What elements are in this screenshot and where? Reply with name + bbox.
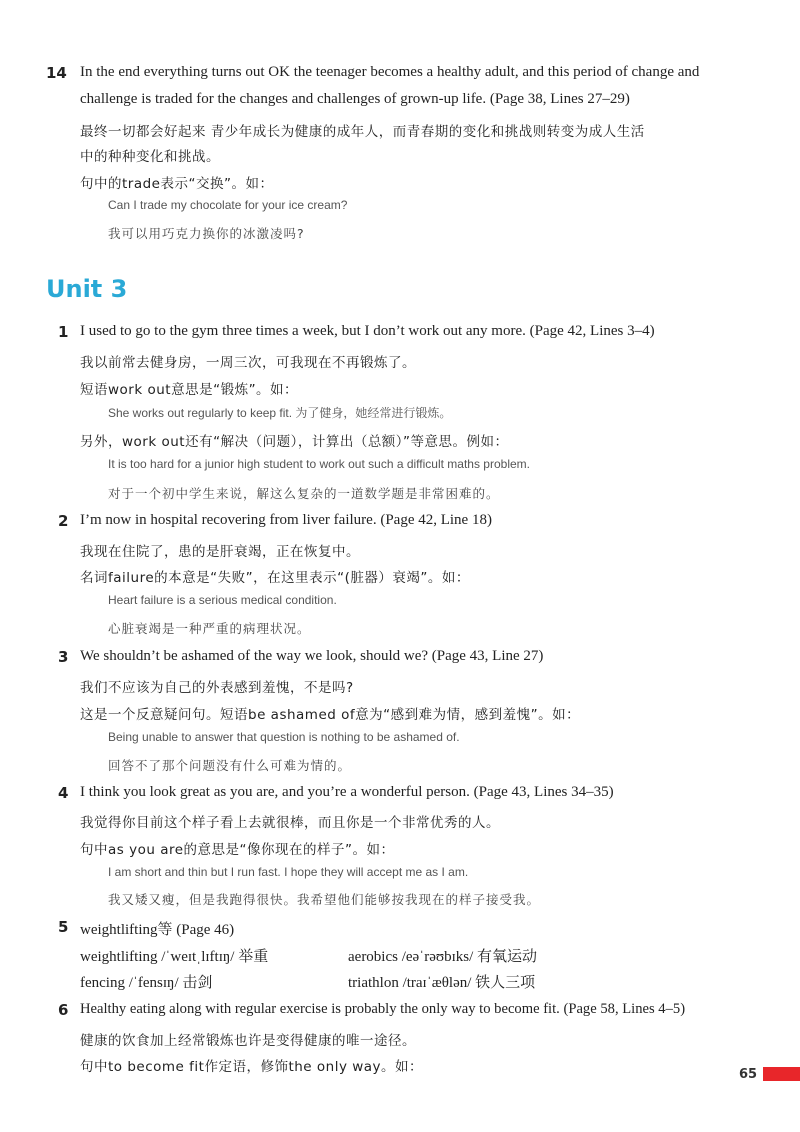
entry-chinese-translation: 最终一切都会好起来 青少年成长为健康的成年人，而青春期的变化和挑战则转变为成人生活 bbox=[80, 124, 645, 140]
vocab-item: fencing /ˈfensɪŋ/ 击剑 bbox=[80, 975, 213, 991]
vocab-item: triathlon /traɪˈæθlən/ 铁人三项 bbox=[348, 975, 536, 991]
example-translation: 回答不了那个问题没有什么可难为情的。 bbox=[108, 758, 352, 773]
example-sentence: Heart failure is a serious medical condition. bbox=[108, 593, 337, 607]
entry-chinese-translation: 我们不应该为自己的外表感到羞愧，不是吗? bbox=[80, 680, 354, 696]
example-translation: 对于一个初中学生来说，解这么复杂的一道数学题是非常困难的。 bbox=[108, 486, 500, 501]
entry-english-line: challenge is traded for the changes and challenges of grown-up life. (Page 38, Lines 27–29) bbox=[80, 91, 630, 107]
example-translation: 我又矮又瘦，但是我跑得很快。我希望他们能够按我现在的样子接受我。 bbox=[108, 892, 541, 907]
entry-number: 2 bbox=[58, 512, 69, 530]
usage-note: 句中as you are的意思是“像你现在的样子”。如： bbox=[80, 842, 395, 858]
entry-number: 5 bbox=[58, 918, 69, 936]
vocab-item: weightlifting /ˈweɪtˌlɪftɪŋ/ 举重 bbox=[80, 949, 269, 965]
example-sentence: Being unable to answer that question is nothing to be ashamed of. bbox=[108, 730, 460, 744]
vocab-row bbox=[80, 945, 537, 966]
entry-number: 14 bbox=[46, 64, 67, 82]
vocab-title: weightlifting等 (Page 46) bbox=[80, 922, 235, 938]
usage-note: 短语work out意思是“锻炼”。如： bbox=[80, 382, 299, 398]
example-sentence: It is too hard for a junior high student to work out such a difficult maths problem. bbox=[108, 457, 530, 471]
usage-note: 名词failure的本意是“失败”，在这里表示“(脏器）衰竭”。如： bbox=[80, 570, 470, 586]
vocab-row bbox=[80, 971, 535, 992]
usage-note: 这是一个反意疑问句。短语be ashamed of意为“感到难为情，感到羞愧”。如： bbox=[80, 707, 581, 723]
entry-english-line: I think you look great as you are, and you’re a wonderful person. (Page 43, Lines 34–35) bbox=[80, 784, 614, 800]
entry-english-line: We shouldn’t be ashamed of the way we look, should we? (Page 43, Line 27) bbox=[80, 648, 544, 664]
example-translation: 我可以用巧克力换你的冰激凌吗? bbox=[108, 226, 305, 241]
entry-chinese-translation: 我觉得你目前这个样子看上去就很棒，而且你是一个非常优秀的人。 bbox=[80, 815, 500, 831]
entry-chinese-translation: 我现在住院了，患的是肝衰竭，正在恢复中。 bbox=[80, 544, 360, 560]
page-number: 65 bbox=[739, 1067, 758, 1082]
vocab-item: aerobics /eəˈrəʊbɪks/ 有氧运动 bbox=[348, 949, 538, 965]
entry-number: 3 bbox=[58, 648, 69, 666]
example-sentence: I am short and thin but I run fast. I hope they will accept me as I am. bbox=[108, 865, 469, 879]
entry-english-line: I’m now in hospital recovering from liver failure. (Page 42, Line 18) bbox=[80, 512, 492, 528]
entry-english-line: Healthy eating along with regular exercise is probably the only way to become fit. (Page 58, Lines 4–5) bbox=[80, 1001, 686, 1017]
entry-english-line: In the end everything turns out OK the teenager becomes a healthy adult, and this period of change and bbox=[80, 64, 700, 80]
usage-note: 另外，work out还有“解决（问题），计算出（总额）”等意思。例如： bbox=[80, 434, 509, 450]
entry-number: 4 bbox=[58, 784, 69, 802]
example-sentence: Can I trade my chocolate for your ice cream? bbox=[108, 198, 348, 212]
entry-number: 6 bbox=[58, 1001, 69, 1019]
entry-number: 1 bbox=[58, 323, 69, 341]
page-tab-marker bbox=[763, 1067, 800, 1081]
entry-chinese-translation: 健康的饮食加上经常锻炼也许是变得健康的唯一途径。 bbox=[80, 1033, 416, 1049]
unit-heading: Unit 3 bbox=[46, 275, 128, 303]
entry-chinese-translation: 我以前常去健身房，一周三次，可我现在不再锻炼了。 bbox=[80, 355, 416, 371]
example-sentence: She works out regularly to keep fit. 为了健身，她经常进行锻炼。 bbox=[108, 406, 452, 420]
entry-chinese-translation: 中的种种变化和挑战。 bbox=[80, 149, 220, 165]
usage-note: 句中to become fit作定语，修饰the only way。如： bbox=[80, 1059, 424, 1075]
entry-english-line: I used to go to the gym three times a week, but I don’t work out any more. (Page 42, Lines 3–4) bbox=[80, 323, 655, 339]
example-translation: 心脏衰竭是一种严重的病理状况。 bbox=[108, 621, 311, 636]
usage-note: 句中的trade表示“交换”。如： bbox=[80, 176, 274, 192]
